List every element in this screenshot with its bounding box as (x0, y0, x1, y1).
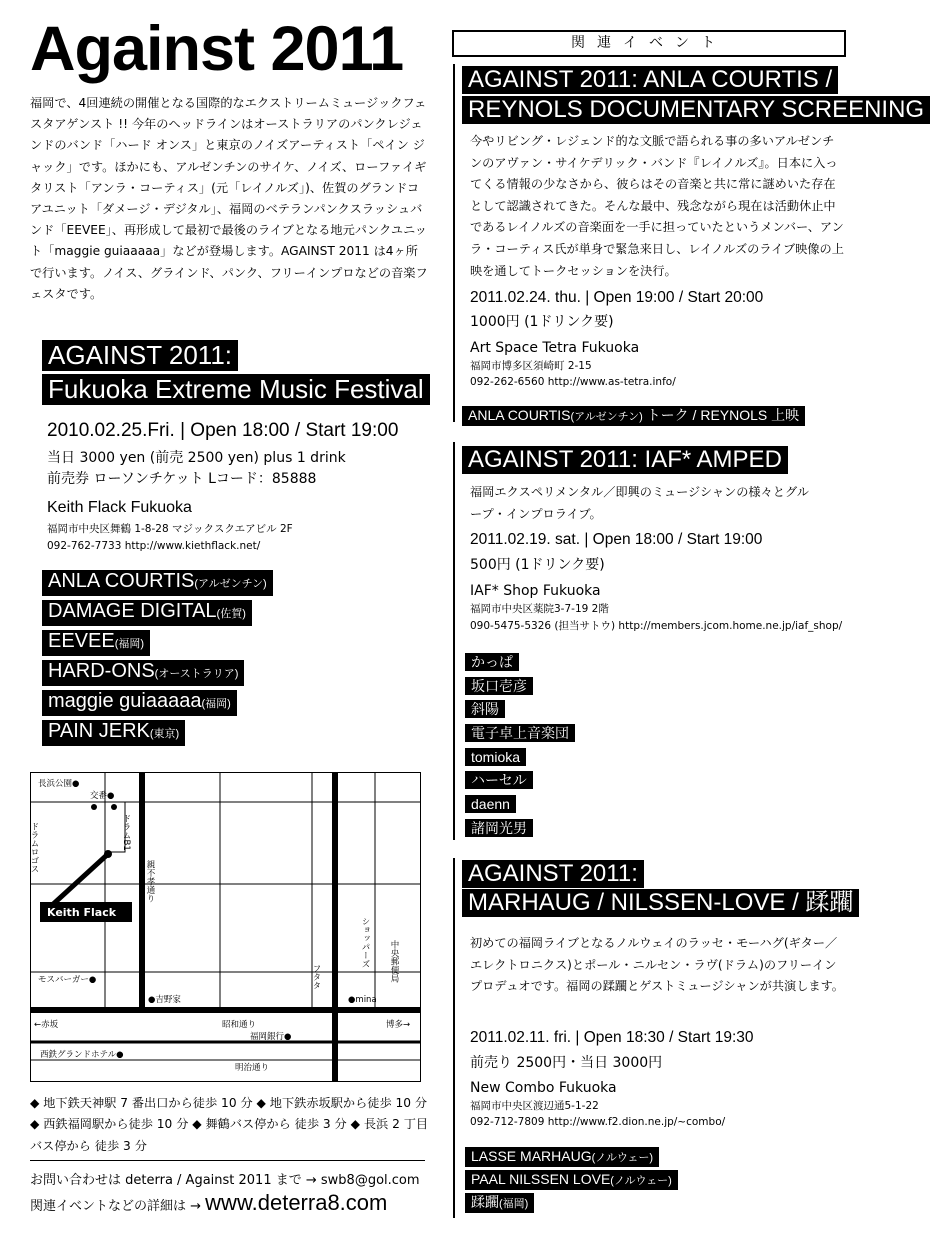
map-label: 福岡銀行● (250, 1032, 292, 1042)
event2-venue: IAF* Shop Fukuoka (470, 583, 601, 599)
map-label: 中央郵便局 (389, 940, 399, 983)
map-label: ●mina (348, 995, 377, 1005)
map-label: フタタ (311, 964, 321, 990)
event2-acts (465, 652, 575, 842)
contact-info (30, 1170, 420, 1218)
venue-map (30, 772, 421, 1082)
festival-title-line2: Fukuoka Extreme Music Festival (42, 374, 430, 405)
event3-acts (465, 1146, 678, 1215)
event-divider (453, 858, 455, 1218)
festival-address: 福岡市中央区舞鶴 1-8-28 マジックスクエアビル 2F (47, 523, 293, 535)
act-item: 斜陽 (465, 700, 505, 718)
band-item: ANLA COURTIS(アルゼンチン) (42, 570, 273, 596)
festival-title-line1: AGAINST 2011: (42, 340, 238, 371)
event3-tel-url: 092-712-7809 http://www.f2.dion.ne.jp/~combo/ (470, 1116, 726, 1128)
event1-datetime: 2011.02.24. thu. | Open 19:00 / Start 20:00 (470, 289, 764, 306)
map-label: 昭和通り (222, 1020, 257, 1030)
band-item: PAIN JERK(東京) (42, 720, 185, 746)
event2-datetime: 2011.02.19. sat. | Open 18:00 / Start 19:00 (470, 531, 763, 548)
map-label: ●吉野家 (148, 995, 181, 1005)
event3-title-line1: AGAINST 2011: (462, 860, 644, 888)
map-label: モスバーガー● (38, 975, 97, 985)
contact-email: お問い合わせは deterra / Against 2011 まで → swb8@gol.com (30, 1173, 420, 1188)
related-events-header: 関連イベント (452, 30, 846, 57)
contact-site-label: 関連イベントなどの詳細は → (30, 1199, 202, 1214)
festival-title (42, 340, 430, 405)
festival-ticket: 前売券 ローソンチケット Lコード：85888 (47, 471, 317, 487)
event2-price: 500円 (1ドリンク要) (470, 557, 605, 573)
act-item: tomioka (465, 748, 526, 766)
event3-price: 前売り 2500円・当日 3000円 (470, 1055, 663, 1071)
map-label: 交番● (90, 791, 115, 801)
festival-venue: Keith Flack Fukuoka (47, 499, 192, 516)
event1-venue: Art Space Tetra Fukuoka (470, 340, 640, 356)
act-item: 電子卓上音楽団 (465, 724, 575, 742)
festival-price: 当日 3000 yen (前売 2500 yen) plus 1 drink (47, 450, 346, 466)
event3-title-line2: MARHAUG / NILSSEN-LOVE / 蹂躙 (462, 889, 859, 917)
event1-desc: 今やリビング・レジェンド的な文脈で語られる事の多いアルゼンチンのアヴァン・サイケデリック・バンド『レイノルズ』。日本に入ってくる情報の少なさから、彼らはその音楽と共に常に謎めいた存在として認識されてきた。そんな最中、残念ながら現在は活動休止中であるレイノルズの音楽面を一手に担っていたというメンバー、アンラ・コーティス氏が単身で緊急来日し、レイノルズのライブ映像の上映を通してトークセッションを決行。 (470, 134, 844, 278)
map-label: ドラムB1 (121, 814, 131, 851)
map-label: ←赤坂 (34, 1020, 59, 1030)
event3-datetime: 2011.02.11. fri. | Open 18:30 / Start 19:30 (470, 1029, 754, 1046)
festival-tel-url: 092-762-7733 http://www.kiethflack.net/ (47, 540, 261, 552)
map-label: 西鉄グランドホテル● (40, 1050, 124, 1060)
festival-datetime: 2010.02.25.Fri. | Open 18:00 / Start 19:00 (47, 420, 399, 441)
event3-venue: New Combo Fukuoka (470, 1080, 617, 1096)
band-item: maggie guiaaaaa(福岡) (42, 690, 237, 716)
map-label: 博多→ (386, 1020, 411, 1030)
event3-title (462, 860, 859, 917)
event3-desc: 初めての福岡ライブとなるノルウェイのラッセ・モーハグ(ギター／エレクトロニクス)とポール・ニルセン・ラヴ(ドラム)のフリーインプロデュオです。福岡の蹂躙とゲストミュージシャンが共演します。 (470, 936, 844, 994)
act-item: PAAL NILSSEN LOVE(ノルウェー) (465, 1170, 678, 1190)
band-item: EEVEE(福岡) (42, 630, 150, 656)
act-item: 坂口壱彦 (465, 677, 533, 695)
act-item: かっぱ (465, 653, 519, 671)
divider (30, 1160, 425, 1161)
act-item: 諸岡光男 (465, 819, 533, 837)
event2-desc: 福岡エクスペリメンタル／即興のミュージシャンの様々とグループ・インプロライブ。 (470, 485, 809, 521)
event1-title (462, 66, 930, 124)
map-label: ドラムロゴス (29, 822, 39, 873)
band-item: DAMAGE DIGITAL(佐賀) (42, 600, 252, 626)
event1-tel-url: 092-262-6560 http://www.as-tetra.info/ (470, 376, 676, 388)
event1-address: 福岡市博多区須崎町 2-15 (470, 360, 592, 372)
event-divider (453, 64, 455, 422)
map-label: Keith Flack (47, 906, 117, 919)
map-label: ショッパーズ (360, 917, 370, 968)
act-item: 蹂躙(福岡) (465, 1193, 534, 1213)
access-info: ◆ 地下鉄天神駅 7 番出口から徒歩 10 分 ◆ 地下鉄赤坂駅から徒歩 10 分 ◆ 西鉄福岡駅から徒歩 10 分 ◆ 舞鶴バス停から 徒歩 3 分 ◆ 長浜 2 丁目バス停から 徒歩 3 分 (30, 1096, 429, 1153)
event3-address: 福岡市中央区渡辺通5-1-22 (470, 1100, 599, 1112)
band-list (42, 570, 273, 750)
page-title: Against 2011 (30, 14, 404, 84)
map-label: 明治通り (235, 1063, 270, 1073)
map-label: 親不孝通り (145, 860, 155, 903)
site-link[interactable]: www.deterra8.com (205, 1190, 388, 1215)
event2-title: AGAINST 2011: IAF* AMPED (462, 446, 788, 474)
event1-price: 1000円 (1ドリンク要) (470, 314, 614, 330)
event2-address: 福岡市中央区薬院3-7-19 2階 (470, 603, 609, 615)
event1-title-line2: REYNOLS DOCUMENTARY SCREENING (462, 96, 930, 124)
act-item: LASSE MARHAUG(ノルウェー) (465, 1147, 659, 1167)
map-label: 長浜公園● (38, 779, 80, 789)
event2-tel-url: 090-5475-5326 (担当サトウ) http://members.jcom.home.ne.jp/iaf_shop/ (470, 620, 843, 632)
event-divider (453, 442, 455, 840)
act-item: ハーセル (465, 771, 533, 789)
band-item: HARD-ONS(オーストラリア) (42, 660, 244, 686)
event1-act: ANLA COURTIS(アルゼンチン) トーク / REYNOLS 上映 (462, 405, 805, 426)
event1-title-line1: AGAINST 2011: ANLA COURTIS / (462, 66, 838, 94)
intro-text: 福岡で、4回連続の開催となる国際的なエクストリームミュージックフェスタアゲンスト !! 今年のヘッドラインはオーストラリアのパンクレジェンドのバンド「ハード オンス」と東京のノイズアーティスト「ペイン ジャック」です。ほかにも、アルゼンチンのサイケ、ノイズ、ローファイギタリスト「アンラ・コーティス」(元「レイノルズ」)、佐賀のグランドコアユニット「ダメージ・デジタル」、福岡のベテランパンクスラッシュバンド「EEVEE」、再形成して最初で最後のライブとなる地元パンクユニット「maggie guiaaaaa」などが登場します。AGAINST 2011 は4ヶ所で行います。ノイス、グラインド、パンク、フリーインプロなどの音楽フェスタです。 (30, 96, 428, 301)
act-item: daenn (465, 795, 516, 813)
